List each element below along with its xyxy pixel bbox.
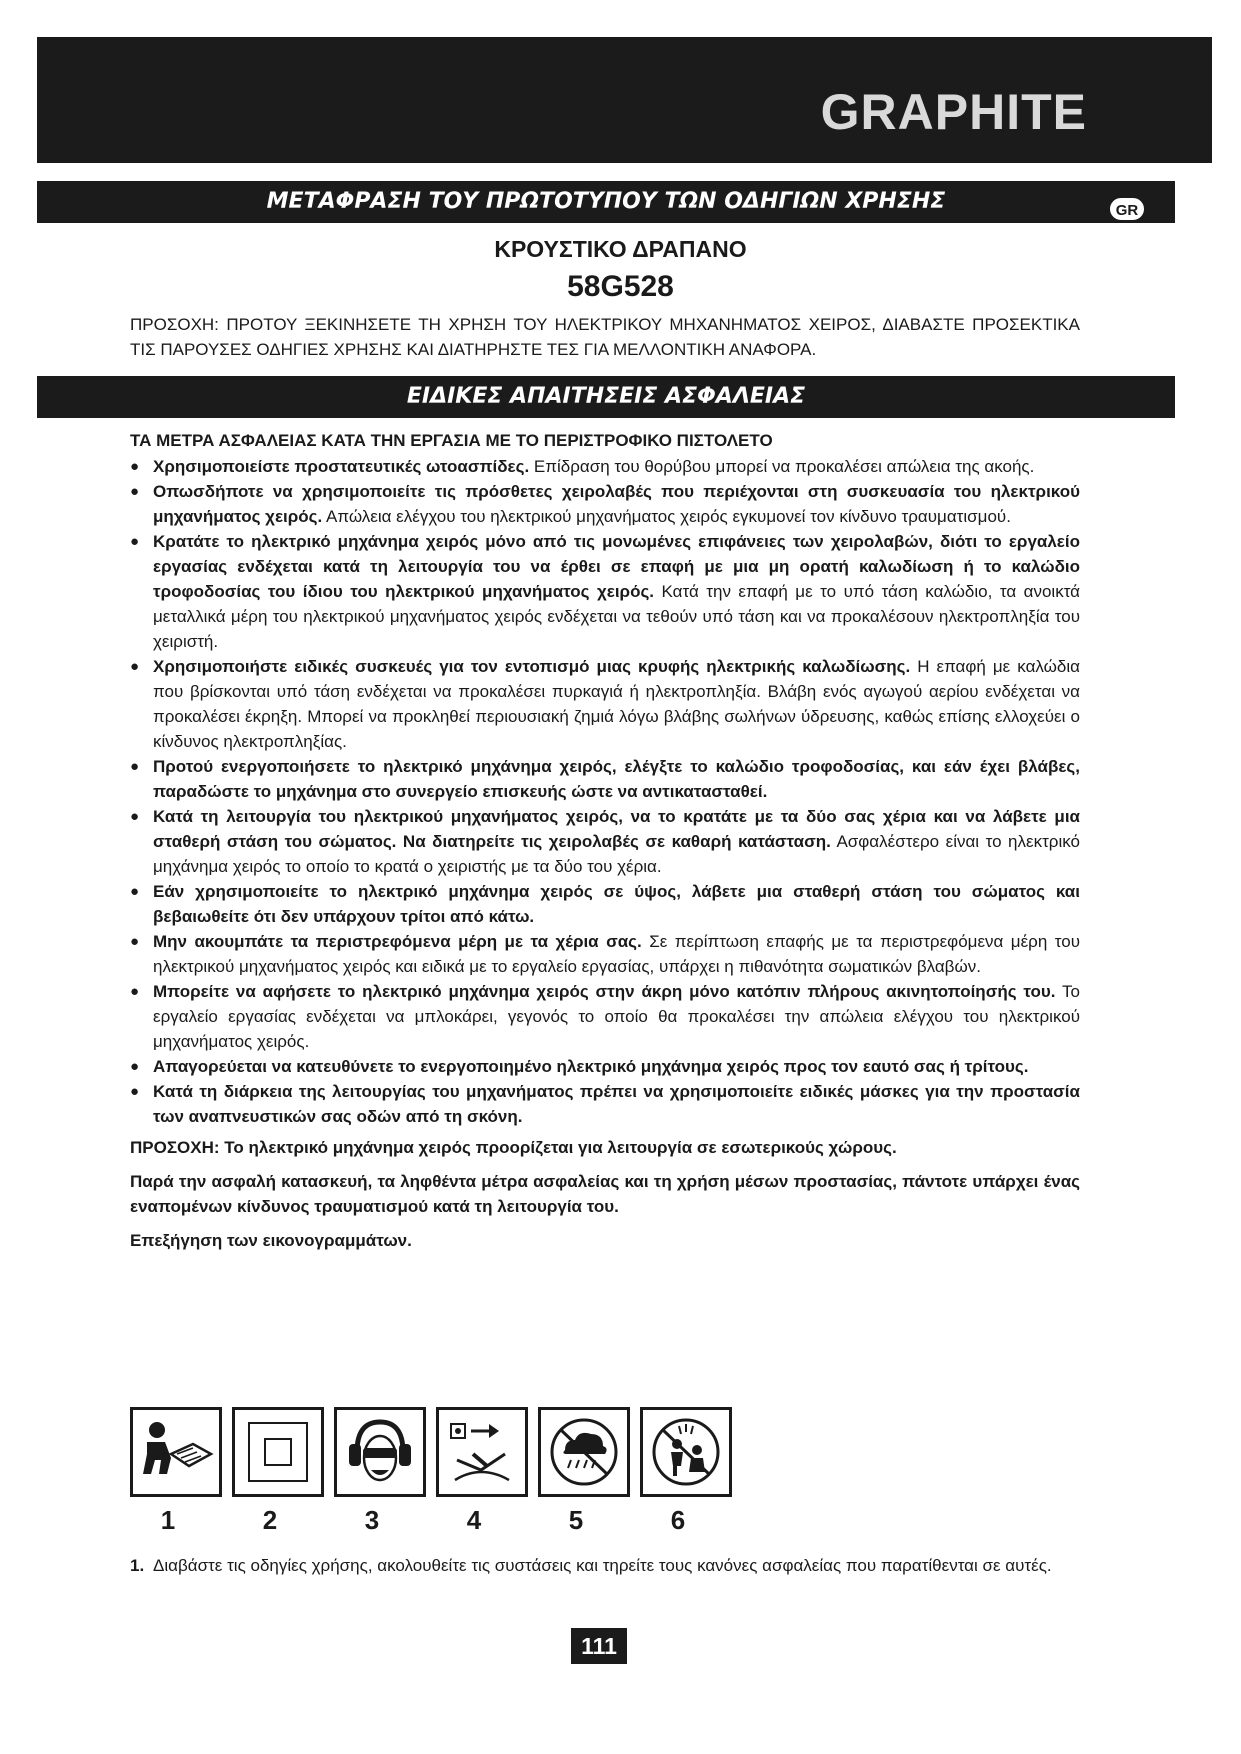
bullet-icon: ● [130, 1058, 140, 1075]
list-item: ● Μπορείτε να αφήσετε το ηλεκτρικό μηχάνημα χειρός στην άκρη μόνο κατόπιν πλήρους ακινητοποίησής του. Το εργαλείο εργασίας ενδέχεται να μπλοκάρει, γεγονός το οποίο θα προκαλέσει την απώλεια ελέγχου του ηλεκτρικού μηχανήματος χειρός. [130, 979, 1080, 1054]
read-manual-icon [130, 1407, 222, 1497]
legend-text: Διαβάστε τις οδηγίες χρήσης, ακολουθείτε τις συστάσεις και τηρείτε τους κανόνες ασφαλείας που παρατίθενται σε αυτές. [153, 1556, 1052, 1575]
safety-title-band [37, 376, 1175, 418]
list-item: ● Χρησιμοποιήστε ειδικές συσκευές για τον εντοπισμό μιας κρυφής ηλεκτρικής καλωδίωσης. Η επαφή με καλώδια που βρίσκονται υπό τάση ενδέχεται να προκαλέσει πυρκαγιά ή ηλεκτροπληξία. Βλάβη ενός αγωγού αερίου ενδέχεται να προκαλέσει έκρηξη. Μπορεί να προκληθεί περιουσιακή ζημιά λόγω βλάβης σωλήνων ύδρευσης, καθώς επίσης ελλοχεύει ο κίνδυνος ηλεκτροπληξίας. [130, 654, 1080, 754]
bullet-icon: ● [130, 758, 140, 775]
pictogram-number: 3 [364, 1505, 380, 1535]
list-item: ● Κατά τη λειτουργία του ηλεκτρικού μηχανήματος χειρός, να το κρατάτε με τα δύο σας χέρια και να λάβετε μια σταθερή στάση του σώματος. Να διατηρείτε τις χειρολαβές σε καθαρή κατάσταση. Ασφαλέστερο είναι το ηλεκτρικό μηχάνημα χειρός το οποίο το κρατά ο χειριστής με τα δύο του χέρια. [130, 804, 1080, 879]
brand-logo: GRAPHITE [820, 84, 1087, 140]
no-rain-icon [538, 1407, 630, 1497]
bullet-icon: ● [130, 933, 140, 950]
bullet-icon: ● [130, 808, 140, 825]
bullet-icon: ● [130, 658, 140, 675]
pictogram-number: 5 [568, 1505, 584, 1535]
bullet-icon: ● [130, 883, 140, 900]
safety-subheading: ΤΑ ΜΕΤΡΑ ΑΣΦΑΛΕΙΑΣ ΚΑΤΑ ΤΗΝ ΕΡΓΑΣΙΑ ΜΕ ΤΟ ΠΕΡΙΣΤΡΟΦΙΚΟ ΠΙΣΤΟΛΕΤΟ [130, 431, 773, 450]
keep-children-away-icon [640, 1407, 732, 1497]
bullet-icon: ● [130, 483, 140, 500]
pictogram-number: 4 [466, 1505, 482, 1535]
list-item: ● Εάν χρησιμοποιείτε το ηλεκτρικό μηχάνημα χειρός σε ύψος, λάβετε μια σταθερή στάση του σώματος και βεβαιωθείτε ότι δεν υπάρχουν τρίτοι από κάτω. [130, 879, 1080, 929]
safety-rules-list [130, 454, 1080, 1129]
list-item: ● Προτού ενεργοποιήσετε το ηλεκτρικό μηχάνημα χειρός, ελέγξτε το καλώδιο τροφοδοσίας, και εάν έχει βλάβες, παραδώστε το μηχάνημα στο συνεργείο επισκευής ώστε να αντικατασταθεί. [130, 754, 1080, 804]
pictogram-number: 1 [160, 1505, 176, 1535]
list-item: ● Κρατάτε το ηλεκτρικό μηχάνημα χειρός μόνο από τις μονωμένες επιφάνειες των χειρολαβών, διότι το εργαλείο εργασίας ενδέχεται κατά τη λειτουργία του να έρθει σε επαφή με μια μη ορατή καλωδίωση ή το καλώδιο τροφοδοσίας του ίδιου του ηλεκτρικού μηχανήματος χειρός. Κατά την επαφή με το υπό τάση καλώδιο, τα ανοικτά μεταλλικά μέρη του ηλεκτρικού μηχανήματος χειρός ενδέχεται να τεθούν υπό τάση και να προκαλέσουν ηλεκτροπληξία του χειριστή. [130, 529, 1080, 654]
translation-title-band [37, 181, 1175, 223]
pictogram-number: 2 [262, 1505, 278, 1535]
legend-number: 1. [130, 1556, 145, 1575]
pictogram-row [130, 1407, 750, 1497]
protective-gear-icon [334, 1407, 426, 1497]
recycling-icon [436, 1407, 528, 1497]
double-insulation-icon [232, 1407, 324, 1497]
safety-title: ΕΙΔΙΚΕΣ ΑΠΑΙΤΗΣΕΙΣ ΑΣΦΑΛΕΙΑΣ [406, 384, 806, 409]
list-item: ● Απαγορεύεται να κατευθύνετε το ενεργοποιημένο ηλεκτρικό μηχάνημα χειρός προς τον εαυτό σας ή τρίτους. [130, 1054, 1080, 1079]
indoor-use-note: ΠΡΟΣΟΧΗ: Το ηλεκτρικό μηχάνημα χειρός προορίζεται για λειτουργία σε εσωτερικούς χώρους. [130, 1138, 897, 1157]
bullet-icon: ● [130, 533, 140, 550]
language-badge: GR [1108, 196, 1146, 222]
safety-content [130, 428, 1080, 1253]
model-number: 58G528 [567, 270, 674, 303]
product-name: ΚΡΟΥΣΤΙΚΟ ΔΡΑΠΑΝΟ [494, 236, 747, 262]
list-item: ● Μην ακουμπάτε τα περιστρεφόμενα μέρη με τα χέρια σας. Σε περίπτωση επαφής με τα περιστρεφόμενα μέρη του ηλεκτρικού μηχανήματος χειρός και ειδικά με το εργαλείο εργασίας, υπάρχει η πιθανότητα σωματικών βλαβών. [130, 929, 1080, 979]
list-item: ● Χρησιμοποιείστε προστατευτικές ωτοασπίδες. Επίδραση του θορύβου μπορεί να προκαλέσει απώλεια της ακοής. [130, 454, 1080, 479]
list-item: ● Κατά τη διάρκεια της λειτουργίας του μηχανήματος πρέπει να χρησιμοποιείτε ειδικές μάσκες για την προστασία των αναπνευστικών σας οδών από τη σκόνη. [130, 1079, 1080, 1129]
bullet-icon: ● [130, 983, 140, 1000]
list-item: ● Οπωσδήποτε να χρησιμοποιείτε τις πρόσθετες χειρολαβές που περιέχονται στη συσκευασία του ηλεκτρικού μηχανήματος χειρός. Απώλεια ελέγχου του ηλεκτρικού μηχανήματος χειρός εγκυμονεί τον κίνδυνο τραυματισμού. [130, 479, 1080, 529]
bullet-icon: ● [130, 1083, 140, 1100]
read-instructions-warning: ΠΡΟΣΟΧΗ: ΠΡΟΤΟΥ ΞΕΚΙΝΗΣΕΤΕ ΤΗ ΧΡΗΣΗ ΤΟΥ ΗΛΕΚΤΡΙΚΟΥ ΜΗΧΑΝΗΜΑΤΟΣ ΧΕΙΡΟΣ, ΔΙΑΒΑΣΤΕ ΠΡΟΣΕΚΤΙΚΑ ΤΙΣ ΠΑΡΟΥΣΕΣ ΟΔΗΓΙΕΣ ΧΡΗΣΗΣ ΚΑΙ ΔΙΑΤΗΡΗΣΤΕ ΤΕΣ ΓΙΑ ΜΕΛΛΟΝΤΙΚΗ ΑΝΑΦΟΡΑ. [130, 315, 1080, 359]
page-number: 111 [571, 1628, 627, 1664]
pictogram-number: 6 [670, 1505, 686, 1535]
bullet-icon: ● [130, 458, 140, 475]
pictogram-heading: Επεξήγηση των εικονογραμμάτων. [130, 1231, 412, 1250]
legend-item-1 [130, 1553, 1080, 1578]
residual-risk-note: Παρά την ασφαλή κατασκευή, τα ληφθέντα μέτρα ασφαλείας και τη χρήση μέσων προστασίας, πάντοτε υπάρχει ένας εναπομένων κίνδυνος τραυματισμού κατά τη λειτουργία του. [130, 1172, 1080, 1216]
translation-title: ΜΕΤΑΦΡΑΣΗ ΤΟΥ ΠΡΩΤΟΤΥΠΟΥ ΤΩΝ ΟΔΗΓΙΩΝ ΧΡΗΣΗΣ [266, 189, 946, 214]
header-bar [37, 37, 1212, 163]
